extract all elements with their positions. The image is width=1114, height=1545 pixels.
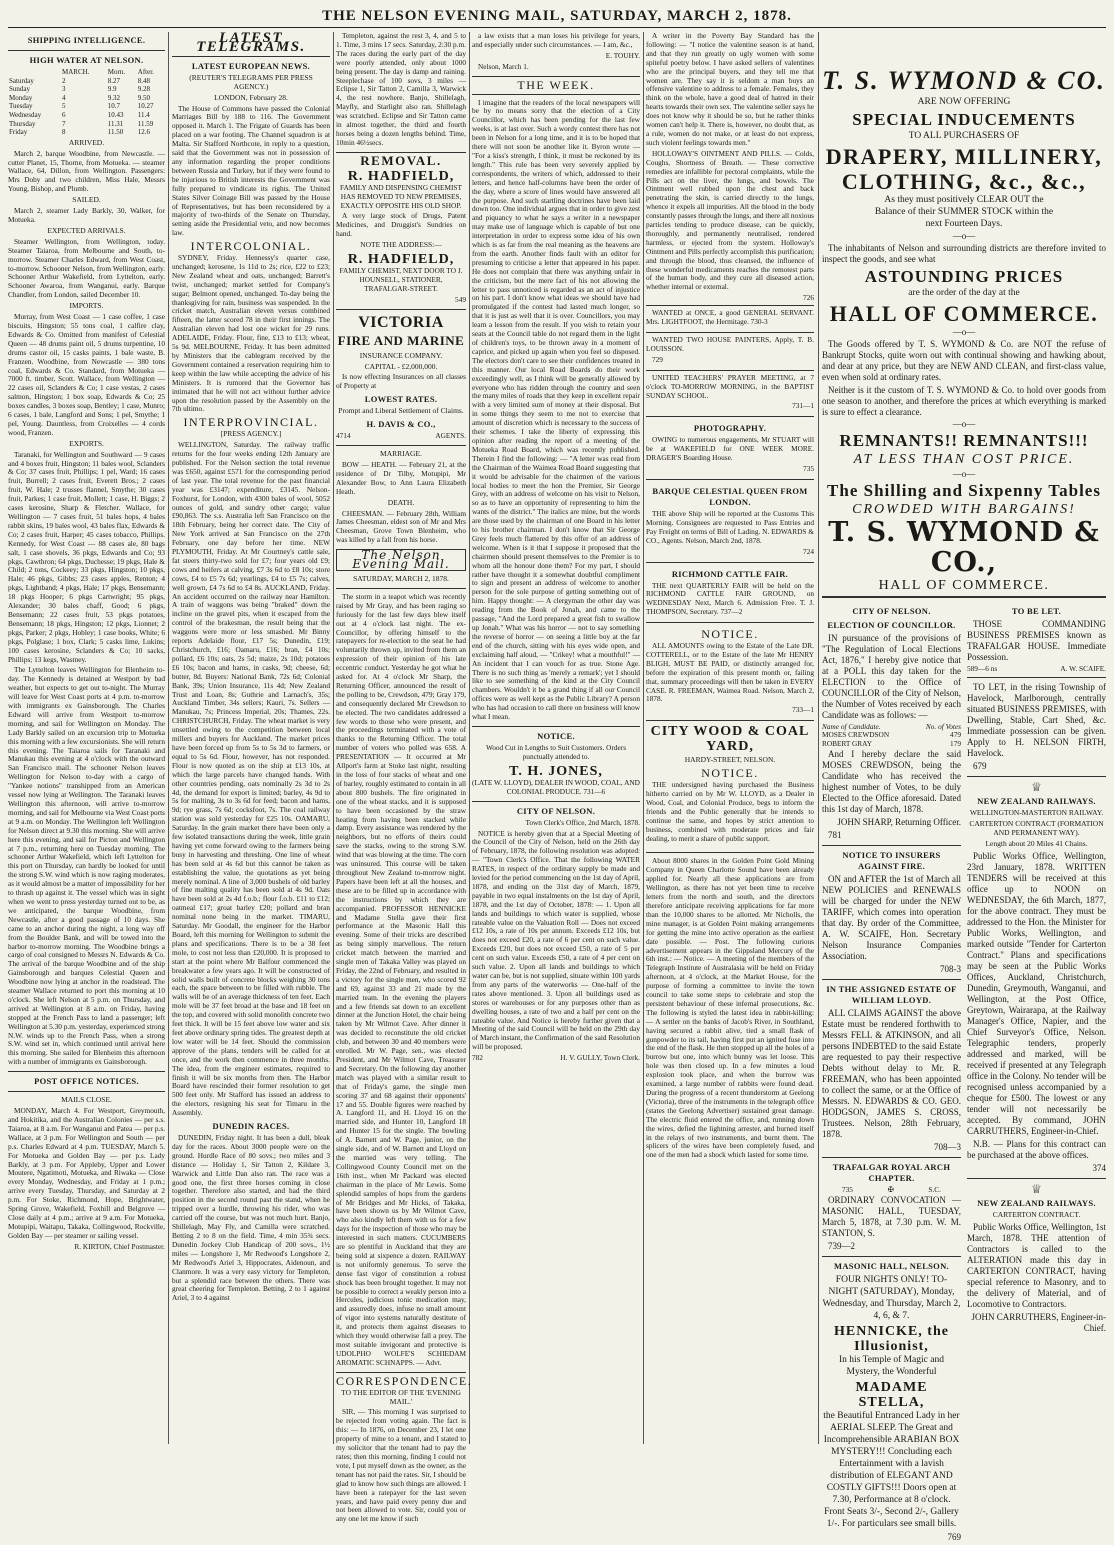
correspondence-place: Nelson, March 1. bbox=[478, 61, 529, 71]
the-week-text: I imagine that the readers of the local newspapers will be by no means sorry that the election of a City Councillor, which has been pending for the last few weeks, is at last over. Such a wordy contest there has not been in Nelson for a long time, and it is to be hoped that there will not soon be another like it. Byron wrote — "For a kiss's strength, I think, it must be reckoned by its length." This rule has been very severely applied by correspondents, the writers of which, addressed to their letters, and hence half-columns have been the order of the day, where a score of lines would have answered all the purpose. And such startling doctrines have been laid down too. One individual argues that in order to give zest and piquancy to what he says a writer in a newspaper may make use of language which is capable of but one interpretation in order to express some idea of his own which is as far from the real meaning as the heavens are from the earth. Another finds fault with an editor for presuming to criticise a letter that appeared in his paper. He does not complain that there was anything unfair in the criticism, but the mere fact of his not allowing the letter to pass unnoticed is regarded as an act of injustice on his part. I don't know what ideas we should have had promulgated if the contest had lasted much longer, so that it is just as well that it is over. Councillors, you may learn a lesson from the result. If you wish to retain your seats at the Council table do not regard them in the light of children's toys, to be thrown away in a moment of caprice, and picked up again when you feel so disposed. The electors don't care to see their confidences treated in this manner. Our local Road Boards do their work exceedingly well, as I think will be generally allowed by everyone who has ridden through the country and seen the many miles of roads that they keep in excellent repair with a very limited sum of money at their disposal. But in some things they seem to me not to exercise that amount of discretion which is necessary to the success of their schemes. I take the liberty of expressing this opinion after reading the report of a meeting of the Motueka Road Board, which was recently published. Therein I find the following: — "A letter was read from the Chairman of the Waimea Road Board suggesting that it would be advisable for the chairmen of the various local bodies to meet the hon the Premier, Sir George Grey, with an address of welcome on his visit to Nelson, so as to have an opportunity of representing to him the wants of the district." The italics are mine, but the words are those used by the chairman of one Board in his letter to his brother chairman. I don't know that Sir George Grey feels much flattered by this offer of an address of welcome. When is it that I suppose it proposed that the chairmen should present themselves to the Premier is to whom all the honour done them? For my part, I should rather have thought it a somewhat doubtful compliment to sign and present an address of welcome to another person for the sole purpose of getting something out of him. Happy thought: — A clergyman the other day was reading from the Book of Jonah, and came to the passage, "And the Lord prepared a great fish to swallow up Jonah." What was his horror — not to say something the reverse of horror — on seeing a little boy at the far end of the church, sitting with his eyes wide open, and exclaiming half aloud, — "Crikey! what a mouthful!" — An incident that I can vouch for as true. Stone Age. There is no such thing as 'merely a remark'; yet I should like to see something of the kind at the City Council chambers. Wouldn't it be a grand thing if all our Council offices were as well kept as the Public Library? A person who has had occasion to call there on business will know what I mean. bbox=[472, 97, 640, 722]
photography-heading: PHOTOGRAPHY. bbox=[693, 423, 767, 434]
removal-heading: REMOVAL. bbox=[360, 152, 442, 168]
invite-text: The inhabitants of Nelson and surrounding districts are therefore invited to inspect the goods, and see what bbox=[822, 242, 1106, 264]
candidate-row: ROBERT GRAY 179 bbox=[822, 739, 961, 749]
marriage-heading: MARRIAGE. bbox=[380, 449, 422, 459]
notice-heading: NOTICE. bbox=[701, 627, 759, 642]
barque-text: THE above Ship will be reported at the Customs This Morning. Consignees are requested to Pass Entries and Pay Freight on terms of Bill of Lading. N. EDWARDS & CO., Agents. Nelson, March 2nd, 1878. bbox=[646, 508, 814, 545]
order-of-day: are the order of the day at the bbox=[908, 287, 1020, 298]
intercolonial-text: SYDNEY, Friday. Hennessy's quarter case, unchanged; kerosene, 1s 11d to 2s; rice, £22 to £23; New Zealand wheat and oats, unchanged; Barrett's twist, unchanged; market settled for Company's sugar; Belmont opened, unchanged. To-day being the thanksgiving for rain, business was suspended. In the cricket match, Australian eleven versus combined fifteen, the latter scored 78 in their first innings. The Australian eleven had lost one wicket for 29 runs. ADELAIDE, Friday. Flour, fine, £13 to £13; wheat, 5s 9d. MELBOURNE, Friday. It has been admitted by Ministers that the cablegram received by the Government contained a reservation requiring him to keep within the law while accepting the advice of his Ministers. It is rumored that the Governor has intimated that he will not act without further advice upon the resolution passed by the Assembly on the 7th ultimo. bbox=[172, 253, 330, 414]
london-dateline: LONDON, February 28. bbox=[214, 92, 288, 102]
wood-coal-text: THE undersigned having purchased the Business hitherto carried on by Mr W. LLOYD, as a Dealer in Wood, Coal, and Colonial Produce, begs to inform the friends and the Public generally that he intends to continue the same, and hopes by strict attention to business, combined with moderate prices and fair dealing, to merit a share of public support. bbox=[646, 780, 814, 843]
press-agency-note: [PRESS AGENCY.] bbox=[220, 429, 282, 439]
imports-heading: IMPORTS. bbox=[69, 301, 104, 311]
prayer-meeting-text: UNITED TEACHERS' PRAYER MEETING, at 7 o'clock TO-MORROW MORNING, in the BAPTIST SUNDAY SCHOOL. bbox=[646, 372, 814, 400]
election-notice bbox=[822, 603, 961, 1545]
davis-name: H. DAVIS & CO., bbox=[366, 419, 436, 430]
poverty-bay-text: A writer in the Poverty Bay Standard has the following: — "I notice the valentine season is at hand, and that they run greatly on ugly women with some spiteful poetry below. I have asked sellers of valentines who are the principal buyers, and they tell me that women are. They say it is seldom a man buys an offensive valentine to address to a female. Females, they think on the whole, have a good deal of hatred in their hearts towards their own sex. The valentine seller says he does not know why it should be so, but he rather thinks women can't help it. There is, however, no doubt that, as a rule, women do not make, or at least do not express, such violent feelings towards men." bbox=[646, 31, 814, 147]
tide-row: Wednesday 6 10.43 11.4 bbox=[9, 110, 150, 119]
nz-railways-text: Public Works Office, Wellington, 23rd January, 1878. WRITTEN TENDERS will be received at this office up to NOON on WEDNESDAY, the 6th March, 1877, for the above contract. They must be addressed to the Hon. the Minister for Public Works, Wellington, and marked outside "Tender for Carterton Contract." Plans and specifications may be seen at the Public Works Offices, Auckland, Christchurch, Dunedin, Greymouth, Wanganui, and Wellington, at the Post Office, Greytown, Wairarapa, at the Railway Manager's Office, Napier, and the Chief Surveyor's Office, Nelson. Telegraphic tenders, properly addressed and marked, will be received if presented at any Telegraph office in the Colony. No tender will be recognised unless accompanied by a cheque for £500. The lowest or any tender will not necessarily be accepted. By command, JOHN CARRUTHERS, Engineer-in-Chief. bbox=[967, 851, 1106, 1137]
shipping-heading: SHIPPING INTELLIGENCE. bbox=[27, 35, 146, 45]
european-news-text: The House of Commons have passed the Colonial Marriages Bill by 188 to 116. The Government opposed it. March 1. The Frigate of Guards has been placed on a war footing. The Channel squadron is at Malta. Sir Stafford Northcote, in reply to a question, said that the Government was not in possession of any information regarding the proper conditions between Russia and Turkey, but if they were found to be injurious to British interests the Government was fully prepared to vindicate its rights. The United States Silver Coinage Bill was passed by the House of Representatives, but has been reconsidered by a majority of two-thirds of the Senate on Thursday, setting aside the Presidential veto, and now becomes law. bbox=[172, 103, 330, 238]
european-news-heading: LATEST EUROPEAN NEWS. bbox=[191, 60, 311, 71]
wanted-painters-ad bbox=[646, 332, 814, 370]
postmaster-signature: R. KIRTON, Chief Postmaster. bbox=[74, 1241, 165, 1251]
dunedin-races-heading: DUNEDIN RACES. bbox=[212, 1121, 290, 1132]
tide-row: Friday 8 11.50 12.6 bbox=[9, 128, 151, 137]
lodge-heading: TRAFALGAR ROYAL ARCH CHAPTER. bbox=[832, 1162, 951, 1184]
hall-of-commerce-2: HALL OF COMMERCE. bbox=[878, 577, 1050, 593]
intercolonial-heading: INTERCOLONIAL. bbox=[190, 239, 312, 254]
sailed-heading: SAILED. bbox=[72, 195, 101, 205]
cattle-fair-heading: RICHMOND CATTLE FAIR. bbox=[671, 568, 789, 579]
prayer-meeting-number: 731—1 bbox=[792, 401, 814, 411]
nz-railways-nb: N.B. — Plans for this contract can be purchased at the above offices. bbox=[967, 1139, 1106, 1161]
race-continued-text: Templeton, against the rest 3, 4, and 5 to 1. Time, 3 mins 17 secs. Saturday, 2:30 p.m. The races during the early part of the day were poorly attended, only about 1000 being present. The day is damp and raining. Steeplechase of 100 sovs, 3 miles — Eclipse 1, Sir Tatton 2, Camilla 3, Warwick 4, the rest nowhere. Banjo, Shillelagh, Mayfly, and Starlight also ran. Shillelagh was scratched. Eclipse and Sir Tatton came in almost together, the third and fourth horses being a dozen lengths behind. Time, 10min 46½secs. bbox=[336, 31, 466, 147]
photography-ad bbox=[646, 416, 814, 479]
election-declaration: And I hereby declare the said MOSES CREWDSON, being the Candidate who has received the highest number of Votes, to be duly Elected to the Office aforesaid. Dated this 1st day of March, 1878. bbox=[822, 749, 961, 815]
reuter-note: (REUTER'S TELEGRAMS PER PRESS AGENCY.) bbox=[189, 72, 313, 91]
note-address: NOTE THE ADDRESS:— bbox=[360, 240, 442, 250]
gold-mining-text: About 8000 shares in the Golden Point Gold Mining Company in Queen Charlotte Sound have been already applied for. Nearly all these applications are from Wellington, as there has not yet been time to receive letters from the north and south, and the directors therefore anticipate receiving applications for far more than the 10,000 shares to be allotted. Mr Nicholls, the mine manager, is at Golden Point making arrangements for getting the mine into active operation as the earliest date possible. — Post. The following curious advertisement appears in the Gippsland Mercury of the 6th inst.: — Notice. — A meeting of the members of the Telegraph Institute of Australasia will be held on Friday afternoon, at 4 o'clock, at the Market House, for the purpose of forming a committee to invite the town council to take some steps to celebrate and stop the persistent behaviour of these infernal prosecutions, &c. The following is styled the latest idea in rabbit-killing: — A settler on the banks of Jacob's River, in Southland, having secured a rabbit alive, tied a small flask of gunpowder to its tail, having first put an ignited fuse into the end of the flask. He then stopped up all the holes of a burrow but one, into which bunny was let loose. This hole was then closed up. In a few minutes a loud explosion took place, and when the burrow was examined, a large number of rabbits were found dead. During the progress of a recent thunderstorm at Geelong (Victoria), three of the instruments in the telegraph office (states the Geelong Advertiser) sustained great damage. The electric fluid entered the office, and, running down the wires, defied the lightning arrester, and burned itself in the relays of two instruments, and burnt them. The splicers of the wires have been completely fused, and one of the men had a shock which lasted for some time. bbox=[646, 856, 814, 1160]
sailed-text: March 2, steamer Lady Barkly, 30, Walker, for Motueka. bbox=[8, 206, 165, 224]
candidate-row: MOSES CREWDSON 479 bbox=[822, 730, 961, 740]
to-all-purchasers: TO ALL PURCHASERS OF bbox=[908, 131, 1020, 141]
column-2 bbox=[172, 32, 330, 1444]
election-text: IN pursuance of the provisions of "The Regulation of Local Elections Act, 1876," I hereby give notice that at a POLL this day taken for the ELECTION to the Office of COUNCILLOR of the City of Nelson, the Number of Votes received by each Candidate was as follows: — bbox=[822, 632, 961, 720]
victoria-text: Is now effecting Insurances on all classes of Property at bbox=[336, 372, 466, 391]
lodge-ad-number: 739—2 bbox=[828, 1241, 855, 1252]
wanted-painters-number: 729 bbox=[652, 354, 663, 364]
hall-of-commerce: HALL OF COMMERCE. bbox=[829, 300, 1099, 326]
interprovincial-text: WELLINGTON, Saturday. The railway traffic returns for the four weeks ending 12th January are published. For the Nelson section the total revenue was £650, against £571 for the corresponding period of last year. The total revenue for the past financial year was £3147; expenditure, £3145. Nelson-Foxhurst, for London, with 4300 bales of wool, 5052 ounces of gold, and sundry other cargo; value £90,863. The s.s. Australia left San Francisco on the 18th February, being her correct date. The City of New York arrived at San Francisco on the 27th February, one day before her time. NEW PLYMOUTH, Friday. At Mr Courtney's cattle sale, fat steers thirty-two sold for £7; four years old £9; cows and heifers at calving, £7 3s 6d to £8 10s; store cows, £4 to £5 7s 6d; yearlings, £4 to £5 7s; calves, well grown, £4 7s 6d to £4 8s. AUCKLAND, Friday. An accident occurred on the railway near Hamilton. A train of waggons was being "braked" down the incline on the gravel pits, when it escaped from the control of the brakesman, the result being that the waggons were more or less smashed. Mr Binny reports Adelaide flour, £17 5s; Dunedin, £19; Christchurch, £16; Oamaru, £16; bran, £4 10s; pollard, £6 10s; oats, 2s 5d; maize, 2s 10d; potatoes £6 10s; bacon and hams, in casks, 9d; cheese, 6d; butter, 8d. Buyers: National Bank, 72s 6d; Colonial Bank, 39s; Union Insurance, 11s 4d; New Zealand Trust and Loan, 8s; Guthrie and Larnach's, 35s; Auckland Timber, 34s sellers; Kauri, 7s. Sellers — Manukau, 7s; Princess Imperial, 20s; Thames, 22s. CHRISTCHURCH, Friday. The wheat market is very unsettled owing to the competition between local millers and buyers for Auckland. The market prices have been forced up from 5s to 5s 3d to farmers, or equal to 5s 6d. Flour, however, has not responded. Flour is now quoted as on the ship at £13 10s, at which the large parcels have changed hands. With other countries pending, oats nominally 2s 3d to 2s 4d, the demand for export is limited; barley, 4s 9d to 5s for malting, 3s to 3s 6d for feed; bacon and hams, 9d; rye grass, 7s 6d; cocksfoot, 7s. The coal railway station was sold yesterday for £25 10s. OAMARU, Saturday. In the grain market there have been only a few isolated transactions during the week, little grain having yet come forward owing to the farmers being busy in harvesting and threshing. One line of wheat has been sold at 4s 6d but this cannot be taken as establishing the value, the quotations as yet being merely nominal. A line of 3,000 bushels of old barley of fine malting quality has been sold at 4s 9d. Oats have been sold at 2s 4d f.o.b.; flour f.o.b. £11 to £12; oatmeal £17; groat barley £20; pollard and bran nominal none being in the market. TIMARU, Saturday. Mr Goodall, the engineer for the Harbor Board, left this morning for Wellington to submit the plans and specifications. There is to be a 38 feet mole, to cost not less than £20,000. It is proposed to start at the point where Mr Balfour commenced the breakwater a few years ago. It will be constructed of solid walls built of concrete blocks weighing 30 tons each, the space between to be filled with rubble. The walls will be of an average thickness of ten feet. Each mole will be 37 feet broad at the base and 18 feet on the top, and covered with solid monolith concrete two feet thick. It will be 15 feet above low water and six feet above ordinary spring tides. The greatest depth at low water will be 14 feet. Should the commission approve of the plans, tenders will be called for at once, and the work then commence in three months. The idea, from the engineer estimates, required to finish it will be six months from then. The Harbor Board have rescinded their former resolution to get 500 feet only. Mr Stafford has issued an address to the electors, resigning his seat for Timaru in the Assembly. bbox=[172, 440, 330, 1118]
insurers-text: ON and AFTER the 1st of March all NEW POLICIES and RENEWALS will be charged for under the NEW TARIFF, which comes into operation that day. By order of the Committee, A. W. SCAIFE, Hon. Secretary Nelson Insurance Companies Association. bbox=[822, 874, 961, 962]
interprovincial-heading: INTERPROVINCIAL. bbox=[183, 415, 319, 430]
votes-column-header: No. of Votes bbox=[925, 721, 961, 731]
city-nelson-sub: Town Clerk's Office, 2nd March, 1878. bbox=[525, 817, 640, 827]
nz-railways-2-signature: JOHN CARRUTHERS, Engineer-in-Chief. bbox=[971, 1311, 1106, 1333]
hadfield-name: R. HADFIELD, bbox=[347, 168, 455, 184]
notice-number: 733—1 bbox=[792, 705, 814, 715]
wood-coal-sub: HARDY-STREET, NELSON. bbox=[684, 755, 776, 765]
wymond-title: T. S. WYMOND & CO. bbox=[822, 66, 1106, 95]
compass-icon: ✠ bbox=[887, 1185, 894, 1195]
city-nelson-heading: CITY OF NELSON. bbox=[516, 805, 596, 816]
right-notices bbox=[967, 603, 1106, 1545]
tide-head-morn: Morn. bbox=[107, 68, 126, 76]
wanted-painters-text: WANTED TWO HOUSE PAINTERS, Apply, T. B. LOUISSON. bbox=[646, 335, 814, 353]
candidate-column-header: Name of Candidate. bbox=[822, 721, 881, 731]
jones-subtitle: (LATE W. LLOYD), DEALER IN WOOD, COAL, AND COLONIAL PRODUCE. 731—6 bbox=[472, 777, 640, 796]
astounding-prices: ASTOUNDING PRICES bbox=[864, 266, 1064, 286]
crowded-bargains: CROWDED WITH BARGAINS! bbox=[852, 501, 1076, 517]
assigned-estate-heading: IN THE ASSIGNED ESTATE OF WILLIAM LLOYD. bbox=[826, 984, 957, 1006]
insurance-company: INSURANCE COMPANY. bbox=[359, 350, 443, 360]
tide-row: Thursday 7 11.31 11.59 bbox=[9, 119, 154, 128]
editorial-date: SATURDAY, MARCH 2, 1878. bbox=[353, 573, 449, 583]
expected-text: Steamer Wellington, from Wellington, today. Steamer Taiaroa, from Melbourne and South, to-morrow. Steamer Charles Edward, from West Coast, to-morrow. Schooner Nelson, from Wellington, early. Schooner Arthur Wakefield, from Lyttelton, early. Schooner Awaroa, from Wanganui, early. Barque Chandler, from London, sailed December 10. bbox=[8, 236, 165, 300]
city-number: 782 bbox=[472, 1053, 483, 1063]
the-week-heading: THE WEEK. bbox=[517, 77, 595, 92]
wood-notice-text: Wood Cut in Lengths to Suit Customers. Orders punctually attended to. bbox=[485, 742, 627, 761]
imports-text: Murray, from West Coast — 1 case coffee, 1 case biscuits, Hingston; 55 tons coal, 1 calfire clay, Edwards & Co. Omitted from manifest of Celestial Queen — 48 drums paint oil, 5 drums turpentine, 10 drums castor oil, 15 casks paints, 1 bale waste, B. Franzen. Woodbine, from Newcastle — 380 tons coal, Edwards & Co. Standard, from Motueka — 7000 ft. timber, Scott. Wallace, from Wellington — 22 cases oil, Sclanders & Co; 1 case vestas, 2 cases salmon, Hingston; 1 box soap, Edwards & Co; 25 boxes candles, 3 boxes soap, Bentley; 1 case, Munro; 6 cases, 1 bale, Langford and Sons; 1 pel, Smythe; 1 pel, Young. Dauntless, from Croixelles — 4 cords wood, Franzen. bbox=[8, 312, 165, 437]
hadfield-number: 549 bbox=[455, 294, 466, 304]
photography-number: 735 bbox=[803, 464, 814, 474]
crest-icon: ♕ bbox=[1031, 780, 1042, 795]
mails-text: MONDAY, March 4. For Westport, Greymouth, and Hokitika, and the Australian Colonies — per s.s. Taiaroa, at 8 a.m. For Wanganui and Patea — per p.s. Wallace, at 3 p.m. For Wellington and South — per p.s. Charles Edward at 4 p.m. TUESDAY, March 5. For Motueka and Golden Bay — per p.s. Lady Barkly, at 3 p.m. For Appleby, Upper and Lower Moutere, Ngatimoti, Motueka, and Riwaka — Close every Monday, Wednesday, and Friday at 1 p.m.; arrive every Tuesday, Thursday, and Saturday at 2 p.m. For Stoke, Richmond, Hope, Brightwater, Spring Grove, Wakefield, Foxhill and Belgrove — Close daily at 4 p.m.; arrive at 9 a.m. For Motueka, Motupipi, Waitapu, Takaka, Collingwood, Rockville, Golden Bay — per steamer or sailing vessel. bbox=[8, 1106, 165, 1240]
death-text: CHEESMAN. — February 28th, William James Cheesman, eldest son of Mr and Mrs Cheesman, Grove Town Blenheim, who was killed by a fall from his horse. bbox=[336, 508, 466, 545]
agents-label: AGENTS. bbox=[435, 431, 466, 441]
lowest-rates: LOWEST RATES. bbox=[364, 394, 438, 405]
arrived-heading: ARRIVED. bbox=[68, 137, 105, 147]
marriage-text: BOW — HEATH. — February 21, at the residence of Dr Tilby, Motupipi, Mr Alexander Bow, to Ann Laura Elizabeth Heath. bbox=[336, 460, 466, 496]
nz-railways-2-sub: CARTERTON CONTRACT. bbox=[992, 1210, 1081, 1220]
column-4 bbox=[472, 32, 640, 1444]
correspondence-signature: E. TOUHY. bbox=[605, 50, 640, 60]
to-let-text: THOSE COMMANDING BUSINESS PREMISES known as TRAFALGAR HOUSE. Immediate Possession. bbox=[967, 618, 1106, 662]
column-6: T. S. WYMOND & CO. ARE NOW OFFERING SPECIAL INDUCEMENTS TO ALL PURCHASERS OF DRAPERY, MILLINERY, CLOTHING, &c., &c., As they must positively CLEAR OUT the Balance of their SUMMER STOCK within the next Fourteen Days. —o— The inhabitants of Nelson and surrounding districts are therefore invited to inspect the goods, and see what ASTOUNDING PRICES are the order of the day at the HALL OF COMMERCE. —o— The Goods offered by T. S. WYMOND & Co. are NOT the refuse of Bankrupt Stocks, quite worn out with continual showing and hawking about, and dear at any price, but they are NEW AND CLEAN, and first-class value, even when sold at ordinary rates. Neither is it the custom of T. S. WYMOND & Co. to hold over goods from one season to another, and therefore the prices at which everything is marked is sure to effect a clearance. —o— REMNANTS!! REMNANTS!!! AT LESS THAN COST PRICE. —o— The Shilling and Sixpenny Tables CROWDED WITH BARGAINS! T. S. WYMOND & CO., HALL OF COMMERCE. CITY OF NELSON. ELECTION OF COUNCILLOR. IN pursuance of the provisions of "The Regulation of Local Elections Act, 1876," I hereby give notice that at a POLL this day taken for the ELECTION to the Office of COUNCILLOR of the City of Nelson, the Number of Votes received by each Candidate was as follows: — Name of Candidate. No. of Votes MOSES CREWDSON 479 ROBERT GRAY 179 And I hereby declare the said MOSES CREWDSON, being the Candidate who has received the highest number of Votes, to be duly Elected to the Office aforesaid. Dated this 1st day of March, 1878. JOHN SHARP, Returning Officer. 781 NOTICE TO INSURERS AGAINST FIRE. ON and AFTER the 1st of March all NEW POLICIES and RENEWALS will be charged for under the NEW TARIFF, which comes into operation that day. By order of the Committee, A. W. SCAIFE, Hon. Secretary Nelson Insurance Companies Association. 708-3 IN THE ASSIGNED ESTATE OF WILLIAM LLOYD. ALL CLAIMS AGAINST the above Estate must be rendered forthwith to Messrs FELL & ATKINSON, and all persons INDEBTED to the said Estate are requested to pay their respective Debts without delay to Mr. R. FREEMAN, who has been appointed to collect the same, or at the Office of Messrs. N. EDWARDS & CO. GEO. HODGSON, JAMES S. CROSS, Trustees. Nelson, 28th February, 1878. 708—3 TRAFALGAR ROYAL ARCH CHAPTER. 735 ✠ S.C. ORDINARY CONVOCATION — MASONIC HALL, TUESDAY, March 5, 1878, at 7.30 p.m. W. M. STANTON, S. 739—2 MASONIC HALL, NELSON. FOUR NIGHTS ONLY! TO-NIGHT (SATURDAY), Monday, Wednesday, and Thursday, March 2, 4, 6, & 7. HENNICKE, the Illusionist, In his Temple of Magic and Mystery, the Wonderful MADAME STELLA, the Beautiful Entranced Lady in her AERIAL SLEEP. The Great and Incomprehensible ARABIAN BOX MYSTERY!!! Concluding each Entertainment with a lavish distribution of ELEGANT AND COSTLY GIFTS!!! Doors open at 7.30, Performance at 8 o'clock. Front Seats 3/-, Second 2/-, Gallery 1/-. For particulars see small bills. 769 TO BE LET. THOSE COMMANDING BUSINESS PREMISES known as TRAFALGAR HOUSE. Immediate Possession. 589—6 ns A. W. SCAIFE. TO LET, in the rising Township of Havelock, Marlborough, centrally situated BUSINESS PREMISES, with Dwelling, Stable, Cart Shed, &c. Immediate possession can be given. Apply to H. NELSON FIRTH, Havelock. 679 ♕ NEW ZEALAND RAILWAYS. WELLINGTON-MASTERTON RAILWAY. CARTERTON CONTRACT (FORMATION AND PERMANENT WAY). Length about 20 Miles 41 Chains. Public Works Office, Wellington, 23rd January, 1878. WRITTEN TENDERS will be received at this office up to NOON on WEDNESDAY, the 6th March, 1877, for the above contract. They must be addressed to the Hon. the Minister for Public Works, Wellington, and marked outside "Tender for Carterton Contract." Plans and specifications may be seen at the Public Works Offices, Auckland, Christchurch, Dunedin, Greymouth, Wanganui, and Wellington, at the Post Office, Greytown, Wairarapa, at the Railway Manager's Office, Napier, and the Chief Surveyor's Office, Nelson. Telegraphic tenders, properly addressed and marked, will be received if presented at any Telegraph office in the Colony. No tender will be recognised unless accompanied by a cheque for £500. The lowest or any tender will not necessarily be accepted. By command, JOHN CARRUTHERS, Engineer-in-Chief. N.B. — Plans for this contract can be purchased at the above offices. 374 ♕ NEW ZEALAND RAILWAYS. CARTERTON CONTRACT. Public Works Office, Wellington, 1st March, 1878. THE attention of Contractors is called to the ALTERATION made this day in CARTERTON CONTRACT, having special reference to Masonry, and to the delivery of Material, and of Locomotive to Contractors. JOHN CARRUTHERS, Engineer-in-Chief. bbox=[822, 32, 1106, 1444]
stella-number: 769 bbox=[947, 1532, 961, 1543]
latest-telegrams-heading: LATEST TELEGRAMS. bbox=[196, 30, 306, 55]
election-number: 781 bbox=[828, 830, 842, 841]
jones-name: T. H. JONES, bbox=[509, 763, 603, 779]
hadfield-name-2: R. HADFIELD, bbox=[347, 252, 455, 268]
drapery-millinery: DRAPERY, MILLINERY, bbox=[825, 144, 1103, 169]
tide-row: Saturday 2 8.27 8.48 bbox=[9, 76, 151, 85]
victoria-title: VICTORIA bbox=[358, 313, 444, 331]
now-offering: ARE NOW OFFERING bbox=[917, 97, 1011, 107]
clothing: CLOTHING, &c., &c., bbox=[841, 169, 1087, 194]
tide-head-month: MARCH. bbox=[62, 68, 90, 76]
holloway-text: HOLLOWAY'S OINTMENT AND PILLS. — Colds, Coughs, Shortness of Breath. — These corrective remedies are infallible for pectoral complaints, while the Pills act on the liver, the lungs, and bowels. The Ointment well rubbed upon the chest and back penetrating the skin, is carried directly to the lungs, whence it expels all impurities. All the blood in the body constantly passes through the lungs, and there all noxious particles tending to produce disease, can be quickly, thoroughly, and permanently neutralised, rendered harmless, or ejected from the system. Holloway's Ointment and Pills perfectly accomplish this purification; and through the blood, thus cleansed, the influence of these wonderful medicaments reaches the remotest parts of the human body, and they cure all diseased action, whether internal or external. bbox=[646, 148, 815, 292]
election-heading: ELECTION OF COUNCILLOR. bbox=[827, 619, 956, 630]
to-let-2-number: 679 bbox=[973, 761, 987, 772]
lodge-number: 735 bbox=[842, 1185, 853, 1195]
column-1 bbox=[8, 32, 165, 1444]
lodge-text: ORDINARY CONVOCATION — MASONIC HALL, TUESDAY, March 5, 1878, at 7.30 p.m. W. M. STANTON, S. bbox=[822, 1195, 961, 1239]
nz-railways-number: 374 bbox=[1092, 1163, 1106, 1174]
stella-sub: the Beautiful Entranced Lady in her AERIAL SLEEP. The Great and Incomprehensible ARABIAN BOX MYSTERY!!! Concluding each Entertainment with a lavish distribution of ELEGANT AND COSTLY GIFTS!!! Doors open at 7.30, Performance at 8 o'clock. Front Seats 3/-, Second 2/-, Gallery 1/-. For particulars see small bills. bbox=[823, 1411, 960, 1530]
arrived-text: March 2, barque Woodbine, from Newcastle. — cutter Planet, 15, Thorne, from Motueka. — steamer Wallace, 64, Dillon, from Wellington. Passengers: Mrs Doby and two children, Miss Hale, Messrs Young, Bishop, and Plumb. bbox=[8, 148, 165, 194]
four-nights-text: FOUR NIGHTS ONLY! TO-NIGHT (SATURDAY), Monday, Wednesday, and Thursday, March 2, 4, 6, & 7. bbox=[822, 1275, 961, 1322]
assigned-estate-text: ALL CLAIMS AGAINST the above Estate must be rendered forthwith to Messrs FELL & ATKINSON, and all persons INDEBTED to the said Estate are requested to pay their respective Debts without delay to Mr. R. FREEMAN, who has been appointed to collect the same, or at the Office of Messrs. N. EDWARDS & CO. GEO. HODGSON, JAMES S. CROSS, Trustees. Nelson, 28th February, 1878. bbox=[822, 1008, 961, 1140]
wood-coal-ad bbox=[646, 720, 814, 848]
nz-railways-length: Length about 20 Miles 41 Chains. bbox=[985, 839, 1088, 849]
column-5 bbox=[646, 32, 814, 1444]
hadfield-note: A very large stock of Drugs, Patent Medicines, and Druggist's Sundries on hand. bbox=[336, 211, 466, 239]
neither-text: Neither is it the custom of T. S. WYMOND & Co. to hold over goods from one season to another, and therefore the prices at which everything is marked is sure to effect a clearance. bbox=[822, 384, 1106, 417]
election-city-heading: CITY OF NELSON. bbox=[852, 605, 931, 616]
correspondence-continued: a law exists that a man loses his privilege for years, and especially under such circumstances. — I am, &c., bbox=[472, 31, 640, 49]
lodge-sc: S.C. bbox=[928, 1185, 941, 1195]
to-let-2-text: TO LET, in the rising Township of Havelock, Marlborough, centrally situated BUSINESS PREMISES, with Dwelling, Stable, Cart Shed, &c. Immediate possession can be given. Apply to H. NELSON FIRTH, Havelock. bbox=[967, 682, 1106, 759]
exports-text: Taranaki, for Wellington and Southward — 9 cases and 4 boxes fruit, Hingston; 11 bales wool, Sclanders & Co; 37 cases fruit, Phillips; 1 pel, Ward; 16 cases fruit, Burrell; 2 cases fruit, Everett Bros.; 2 cases fruit, W. Hale; 2 trusses flannel, Smythe; 30 cases fruit, Parkes; 1 case fruit, Mollett; 1 case, H. Biggs; 2 cases kerosine, Sharp & Fletcher. Wallace, for Wellington — 7 cases fruit, 51 bales hops, 4 bales rabbit skins, 19 bales wool, 43 bales flax, Edwards & Co; 2 cases fruit, Harper; 45 cases tobacco, Phillips. Kennedy, for West Coast — 88 cases ale, 80 bags salt, 1 case shovels, 36 pkgs, Edwards and Co; 93 pkgs, Cawthron; 64 pkgs, Duchesse; 19 pkgs, Hale & Child; 2 tons, Cockeey; 33 pkgs, Hingston; 10 pkgs, Hale; 46 pkgs, Gibbs; 23 cases apples, Renton; 4 pkgs, Lightband; 4 pkgs, Hale; 17 pkgs, Bensemann; 18 pkgs Hooper; 6 pkgs Cartwright; 95 pkgs, Alexander; 30 bales chaff, Good; 6 pkgs, Bensemann; 22 cases fruit, 53 pkgs potatoes, Bensemann; 18 pkgs, Hingston; 12 pkgs, Lionnet; 2 pkgs, Parker; 2 pkgs, Hobley; 1 case books, White; 6 pkgs, Polglase; 1 box, Clark; 5 casks lime, Lukins; 100 cases kerosine, Sclanders & Co; 10 sacks, Phillips; 13 kegs, Wastney. bbox=[8, 449, 165, 664]
assigned-estate-number: 708—3 bbox=[934, 1142, 961, 1153]
stella-title: MADAME STELLA, bbox=[855, 1380, 928, 1411]
nz-railways-heading: NEW ZEALAND RAILWAYS. bbox=[977, 796, 1096, 807]
tide-row: Sunday 3 9.9 9.28 bbox=[9, 85, 151, 94]
to-let-signature: A. W. SCAIFE. bbox=[1060, 663, 1106, 673]
tide-row: Monday 4 9.32 9.50 bbox=[9, 93, 151, 102]
hennicke-title: HENNICKE, the Illusionist, bbox=[834, 1324, 949, 1355]
barque-heading: BARQUE CELESTIAL QUEEN FROM LONDON. bbox=[652, 485, 808, 507]
crest-icon-2: ♕ bbox=[1031, 1182, 1042, 1197]
barque-ad bbox=[646, 479, 814, 562]
notice-text: ALL AMOUNTS owing to the Estate of the Late DR. COTTERELL, or to the Estate of the late Mr HENRY BLIGH, MUST BE PAID, or distinctly arranged for, before the expiration of this present month or, failing that, summary proceedings will then be taken in EVERY CASE. R. FREEMAN, Waimea Road. Nelson, March 2, 1878. bbox=[646, 641, 814, 704]
fire-marine-title: FIRE AND MARINE bbox=[337, 332, 465, 348]
remnants: REMNANTS!! REMNANTS!!! bbox=[839, 430, 1089, 450]
returning-officer: JOHN SHARP, Returning Officer. bbox=[837, 817, 961, 828]
masthead: THE NELSON EVENING MAIL, SATURDAY, MARCH 2, 1878. bbox=[8, 6, 1106, 28]
photography-text: OWING to numerous engagements, Mr STUART will be at WAKEFIELD for ONE WEEK MORE. DRAGER'S Boarding House. bbox=[646, 435, 814, 463]
nz-railways-sub: WELLINGTON-MASTERTON RAILWAY. bbox=[969, 808, 1104, 818]
town-clerk-signature: H. V. GULLY, Town Clerk. bbox=[560, 1053, 640, 1063]
shilling-tables: The Shilling and Sixpenny Tables bbox=[827, 480, 1101, 500]
barque-number: 724 bbox=[803, 546, 814, 556]
expected-heading: EXPECTED ARRIVALS. bbox=[47, 225, 126, 235]
goods-text: The Goods offered by T. S. WYMOND & Co. are NOT the refuse of Bankrupt Stocks, quite worn out with continual showing and hawking about, and dear at any price, but they are NEW AND CLEAN, and first-class value, even when sold at ordinary rates. bbox=[822, 338, 1106, 382]
capital-line: CAPITAL - £2,000,000. bbox=[364, 361, 438, 371]
wanted-servant-ad bbox=[646, 305, 814, 332]
editorial-text: The storm in a teapot which was recently raised by Mr Gray, and has been raging so furiously for the last few days blew itself out at 4 o'clock last night. The ex-Councillor, by offering himself to the ratepayers for re-election to the seat he had voluntarily thrown up, invited from them an expression of their opinion of his late eccentric conduct. Yesterday he got what he asked for. At 4 o'clock Mr Sharp, the Returning Officer, announced the result of the polling to be, Crewdson, 479; Gray 179, and consequently declared Mr Crewdson to be elected. The two candidates addressed a few words to those who were present, and the proceedings terminated with a vote of thanks to the Returning Officer. The total number of voters who polled was 658. A PRESENTATION — It occurred at Mr Allport's farm at Stoke last night, resulting in the loss of four stacks of wheat and one of barley, roughly estimated to contain in all about 800 bushels. The fire originated in one of the wheat stacks, and it is supposed to have been occasioned by the straw heating from having been stacked while damp. Every assistance was rendered by the neighbors, but no efforts of theirs could save the stacks, owing to the strong S.W. wind that was blowing at the time. The corn was uninsured. This course will be taken throughout New Zealand to-morrow night. Papers have been left at all the houses, and these are to be filled up in accordance with the instructions by which they are accompanied. PROFESSOR HENNICKE and Madame Stella gave their first performance at the Masonic Hall this evening. Some of their tricks are described as being simply marvellous. The return cricket match between the married and single men of Takaka Valley was played on Friday, the 22nd of February, and resulted in a victory for the single men, who scored 92 and 69, against 33 and 21 made by the married team. In the evening the players and a few friends sat down to an excellent dinner at the Junction Hotel, the chair being taken by Mr Wilmot Cave. After dinner it was decided to reconstitute the old cricket club, and between 30 and 40 members were enrolled. Mr W. Page, sen., was elected President, and Mr Wilmot Cave, Treasurer and Secretary. On the following day another match was played with a similar result to that of Friday's game, the single men scoring 37 and 68 against their opponents' 17 and 55. Double figures were reached by A. Langford 11, and H. Lloyd 16 on the married side, and Hunter 10, Langford 18 and Hunter 15 for the single. The bowling of A. Barnett and W. Page, junior, on the single side, and of W. Barnett and Lloyd on the married was very telling. The Collingwood County Council met on the 16th inst., when Mr Packard was elected chairman in the place of Mr Lewis. Some splendid samples of hops from the gardens of Mr Bridges and Mr Hicks, of Takaka, have been shown us by Mr Wilmot Cave, who also kindly left them with us for a few days for the inspection of those who may be interested in such matters. CUCUMBERS are so plentiful in Auckland that they are being sold at sixpence a dozen. RAILWAY is not uniformly generous. To serve the dense fast vigor of constitution a robust shock has been brought together. It may not be possible to correct a weakly person into a Hercules, judicious tonic medication may, and assuredly does, infuse no small amount of vigor into systems naturally destitute of it, and protects them against diseases to which they would otherwise fall a prey. The most suitable invigorant and protective is UDOLPHO WOLFE'S SCHIEDAM AROMATIC SCHNAPPS. — Advt. bbox=[336, 591, 466, 1367]
water-rates-text: NOTICE is hereby given that at a Special Meeting of the Council of the City of Nelson, held on the 26th day of February, 1878, the following resolution was adopted: — "Town Clerk's Office. That the following WATER RATES, in respect of the ordinary supply be made and levied for the period commencing on the 1st day of April, 1878, and ending on the 31st day of March, 1879, payable in two equal instalments on the 1st day of April, 1878, and the 1st day of October, 1878: — 1. Upon all lands and buildings to which water is supplied, whose rateable value on the Valuation Roll — Does not exceed £12 10s, a rate of 10s per annum. Exceeds £12 10s, but does not exceed £20, a rate of 6 per cent on such value. Exceeds £20, but does not exceed £50, a rate of 5 per cent on such value. Exceeds £50, a rate of 4 per cent on such value. 2. Upon all lands and buildings to which water can be, but is not supplied, situate within 100 yards from any parts of the waterworks — One-half of the rates above mentioned. 3. Upon all buildings used as stores or warehouses or for any purposes other than as dwelling houses, a rate of two and a half per cent on the rateable value. And Notice is hereby further given that a Meeting of the said Council will be held on the 29th day of March instant, the Confirmation of the said Resolution will be proposed. bbox=[472, 828, 640, 1052]
tide-heading: HIGH WATER AT NELSON. bbox=[29, 55, 144, 65]
dunedin-races-text: DUNEDIN, Friday night. It has been a dull, bleak day for the races. About 3000 people were on the ground. Hurdle Race of 80 sovs.; two miles and 3 distance — Holiday 1, Sir Tatton 2, Kildare 3, Warwick and Little Dan also ran. The race was a good one, the first three horses coming in close together. Therefore also started, and had the third position in the second round past the stand, when he tripped over a hurdle, throwing his rider, who was carried off the course, but was not much hurt. Banjo, Shillelagh, May Fly, and Camilla were scratched. Betting 2 to 8 on the field. Time, 4 min 35¾ secs. Dunedin Jockey Club Handicap of 200 sovs., 1½ miles — Longshore 1, Mr Redwood's Longshore 2, Mr Redwood's Ariel 3, Hippocrates, Aidenoun, and Clanmore. It was a very easy victory for Templeton, but a splendid race between the others. There was great cheering for Templeton. Betting, 2 to 1 against Ariel, 3 to 4 against bbox=[172, 1133, 330, 1303]
hadfield-subtitle-2: FAMILY CHEMIST, NEXT DOOR TO J. HOUNSELL, STATIONER, TRAFALGAR-STREET. bbox=[339, 266, 463, 293]
death-heading: DEATH. bbox=[387, 497, 415, 507]
correspondence-sub: TO THE EDITOR OF THE 'EVENING MAIL.' bbox=[341, 1387, 461, 1406]
tide-row: Tuesday 5 10.7 10.27 bbox=[9, 102, 154, 111]
wood-coal-heading: CITY WOOD & COAL YARD, bbox=[650, 724, 810, 755]
wood-coal-notice: NOTICE. bbox=[701, 766, 759, 781]
exports-heading: EXPORTS. bbox=[69, 438, 104, 448]
wymond-title-2: T. S. WYMOND & CO., bbox=[828, 516, 1100, 578]
hennicke-sub: In his Temple of Magic and Mystery, the Wonderful bbox=[839, 1355, 944, 1378]
cattle-fair-ad bbox=[646, 562, 814, 623]
prayer-meeting-ad bbox=[646, 370, 814, 417]
mails-heading: MAILS CLOSE. bbox=[61, 1095, 112, 1105]
clear-out-text: As they must positively CLEAR OUT the Balance of their SUMMER STOCK within the next Fourteen Days. bbox=[874, 195, 1054, 229]
to-let-heading: TO BE LET. bbox=[1011, 605, 1062, 616]
nz-railways-contract: CARTERTON CONTRACT (FORMATION AND PERMANENT WAY). bbox=[969, 819, 1104, 838]
tide-head-after: After. bbox=[137, 68, 154, 76]
davis-number: 4714 bbox=[336, 431, 351, 441]
nz-railways-2-heading: NEW ZEALAND RAILWAYS. bbox=[977, 1198, 1096, 1209]
to-let-number: 589—6 ns bbox=[967, 663, 998, 673]
correspondence-text: SIR, — This morning I was surprised to be rejected from voting again. The fact is this: — In 1876, on December 23, I let one property of mine to a tenant, and I stated to my solicitor that the tenant had to pay the rates; then this morning, finding I could not vote, I put myself down as the owner, as the tenant has not paid the rates. Sir, I should be glad to know how such things are allowed. I have been a ratepayer for the last seven years, and have paid every penny due and not been allowed to vote. Sir, could you or any one let me know if such bbox=[336, 1407, 466, 1524]
column-3 bbox=[336, 31, 473, 1524]
tide-table bbox=[8, 68, 165, 137]
correspondence-heading: CORRESPONDENCE. bbox=[336, 1373, 473, 1388]
wood-notice-heading: NOTICE. bbox=[537, 730, 575, 741]
special-inducements: SPECIAL INDUCEMENTS bbox=[852, 110, 1076, 129]
wanted-servant-text: WANTED at ONCE, a good GENERAL SERVANT. Mrs. LIGHTFOOT, the Hermitage. 730-3 bbox=[646, 308, 814, 327]
post-office-heading: POST OFFICE NOTICES. bbox=[34, 1076, 139, 1087]
masonic-hall-heading: MASONIC HALL, NELSON. bbox=[834, 1261, 949, 1272]
insurers-heading: NOTICE TO INSURERS AGAINST FIRE. bbox=[842, 850, 941, 872]
cattle-fair-text: THE next QUARTERLY FAIR will be held on the RICHMOND CATTLE FAIR GROUND, on WEDNESDAY Next, March 6. Admission Free. T. J. THOMPSON, Secretary. 737—2 bbox=[646, 580, 814, 617]
prompt-settlement: Prompt and Liberal Settlement of Claims. bbox=[338, 406, 464, 416]
shipping-notes: The Lyttelton leaves Wellington for Blenheim to-day. The Kennedy is detained at Westport by bad weather, but expects to get out to-night. The Murray will leave for West Coast ports at 4 p.m. to-morrow with immigrants ex Gainsborough. The Charles Edward will arrive from Westport to-morrow morning, and sail for Wellington on Monday. The Lady Barkly sailed on an excursion trip to Motueka this morning with a few excursionists. She will return this evening. The Taiaroa sails for Taranaki and Manukau this evening at 4 o'clock with the outward San Francisco mail. The schooner Nelson leaves Wellington for Nelson to-day with a cargo of "Yankee notions" transhipped from an American vessel now lying at Wellington. The Taranaki leaves Wellington this afternoon, will arrive to-morrow morning, and sail for Melbourne via West Coast ports at 9 a.m. on Monday. The Wellington left Wellington for Nelson direct at 9.30 this morning. She will arrive here this evening, and sail for Picton and Wellington at 7 p.m., returning here on Tuesday morning. The schooner Arthur Wakefield, which left Lyttelton for this port on Thursday, can hardly be looked for until the strong S.W. wind which is now raging moderates, as it would almost be a matter of impossibility for her to thrash up against it. The vessel which was in sight when we went to press yesterday turned out to be, as we anticipated, the barque Woodbine, from Newcastle, after a good passage of 10 days. She came to an anchor during the night, a long way off from the Boulder Bank, and will be towed into the harbor to-morrow morning. The Woodbine brings a cargo of coal consigned to Messrs N. Edwards & Co. The arrival of the barque Woodbine and of the ship Gainsborough and barques Celestial Queen and Woodbine now lying at anchor in the roadstead. The steamer Wallace returned to port this morning at 10 o'clock. She left Nelson at 5 p.m. on Thursday, and arrived at Wellington at 8 a.m. on Friday, having stopped at the French Pass to land a passenger; left Wellington at 5.30 p.m. yesterday, experienced strong N.W. winds up to the French Pass, when a strong S.W. wind set in, which continued until arrival here this morning. She sailed for Blenheim this afternoon with a number of immigrants ex Gainsborough. bbox=[8, 665, 165, 1067]
insurers-number: 708-3 bbox=[940, 964, 961, 975]
paper-title: The Nelson Evening Mail. bbox=[336, 549, 466, 571]
holloway-number: 726 bbox=[803, 293, 814, 303]
nz-railways-2-text: Public Works Office, Wellington, 1st March, 1878. THE attention of Contractors is called to the ALTERATION made this day in CARTERTON CONTRACT, having special reference to Masonry, and to the delivery of Material, and of Locomotive to Contractors. bbox=[967, 1221, 1106, 1309]
notice-ad bbox=[646, 622, 814, 720]
hadfield-subtitle: FAMILY AND DISPENSING CHEMIST HAS REMOVED TO NEW PREMISES, EXACTLY OPPOSITE HIS OLD SHOP. bbox=[340, 182, 462, 210]
less-than-cost: AT LESS THAN COST PRICE. bbox=[853, 451, 1075, 467]
